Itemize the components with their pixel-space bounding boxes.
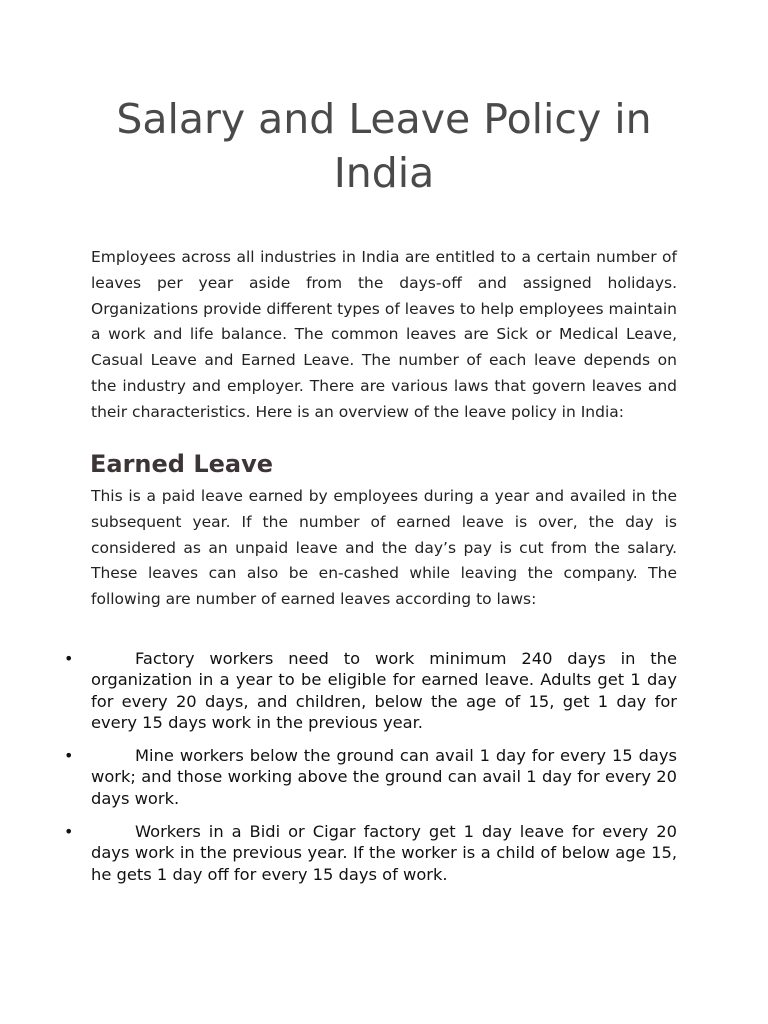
page-title: Salary and Leave Policy in India bbox=[116, 95, 652, 197]
list-item bbox=[0, 648, 677, 733]
list-item bbox=[0, 745, 677, 809]
bullet-icon: • bbox=[64, 822, 74, 842]
list-item-text: Mine workers below the ground can avail 1 day for every 15 days work; and those working above the ground can avail 1 day for every 20 days work. bbox=[91, 746, 677, 808]
list-item bbox=[0, 821, 677, 885]
intro-paragraph: Employees across all industries in India are entitled to a certain number of leaves per year aside from the days-off and assigned holidays. Organizations provide different types of leaves to help employees maintain a work and life balance. The common leaves are Sick or Medical Leave, Casual Leave and Earned Leave. The number of each leave depends on the industry and employer. There are various laws that govern leaves and their characteristics. Here is an overview of the leave policy in India: bbox=[91, 248, 677, 421]
bullet-icon: • bbox=[64, 746, 74, 766]
section-paragraph: This is a paid leave earned by employees during a year and availed in the subsequent year. If the number of earned leave is over, the day is considered as an unpaid leave and the day’s pay is cut from the salary. These leaves can also be en-cashed while leaving the company. The following are number of earned leaves according to laws: bbox=[91, 487, 677, 609]
bullet-list bbox=[0, 648, 768, 897]
list-item-text: Factory workers need to work minimum 240 days in the organization in a year to be eligible for earned leave. Adults get 1 day for every 20 days, and children, below the age of 15, get 1 day for every 15 days work in the previous year. bbox=[91, 649, 677, 732]
list-item-text: Workers in a Bidi or Cigar factory get 1 day leave for every 20 days work in the previous year. If the worker is a child of below age 15, he gets 1 day off for every 15 days of work. bbox=[91, 822, 677, 884]
section-heading: Earned Leave bbox=[90, 450, 274, 478]
bullet-icon: • bbox=[64, 649, 74, 668]
